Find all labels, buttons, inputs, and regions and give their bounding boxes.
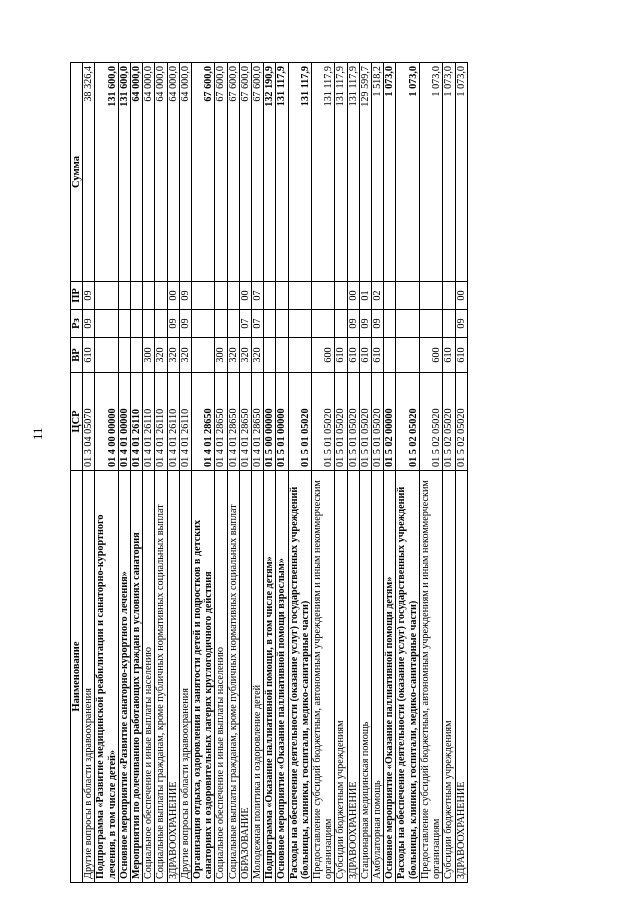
- cell-sum: 67 600,0: [239, 63, 251, 282]
- cell-rz: 09: [83, 310, 95, 338]
- cell-rz: [335, 310, 347, 338]
- cell-rz: [95, 310, 118, 338]
- cell-csr: 01 5 01 05020: [312, 373, 335, 471]
- cell-csr: 01 4 01 26110: [167, 373, 179, 471]
- cell-pr: [95, 282, 118, 310]
- cell-csr: 01 5 01 00000: [276, 373, 288, 471]
- cell-rz: [118, 310, 130, 338]
- cell-name: Субсидии бюджетным учреждениям: [335, 471, 347, 883]
- cell-name: Социальные выплаты гражданам, кроме публичных нормативных социальных выплат: [155, 471, 167, 883]
- cell-name: Амбулаторная помощь: [372, 471, 384, 883]
- table-row: [455, 63, 467, 883]
- cell-rz: [312, 310, 335, 338]
- cell-csr: 01 4 01 28650: [227, 373, 239, 471]
- cell-csr: 01 5 01 05020: [359, 373, 371, 471]
- cell-rz: 09: [179, 310, 191, 338]
- table-row: [396, 63, 419, 883]
- cell-rz: 07: [239, 310, 251, 338]
- cell-rz: 09: [359, 310, 371, 338]
- budget-table: [70, 62, 468, 883]
- table-body: [83, 63, 468, 883]
- cell-vr: 610: [347, 338, 359, 373]
- table-row: [419, 63, 442, 883]
- cell-sum: 64 000,0: [179, 63, 191, 282]
- cell-pr: [276, 282, 288, 310]
- cell-sum: 131 600,0: [95, 63, 118, 282]
- table-row: [143, 63, 155, 883]
- cell-csr: 01 3 04 05070: [83, 373, 95, 471]
- cell-csr: 01 4 01 28650: [192, 373, 215, 471]
- cell-csr: 01 5 01 05020: [347, 373, 359, 471]
- rotated-table-container: [70, 63, 468, 883]
- cell-name: ОБРАЗОВАНИЕ: [239, 471, 251, 883]
- cell-name: Основное мероприятие «Оказание паллиативной помощи детям»: [384, 471, 396, 883]
- header-csr: ЦСР: [71, 373, 83, 471]
- cell-csr: 01 4 01 28650: [239, 373, 251, 471]
- cell-pr: [288, 282, 311, 310]
- cell-pr: 00: [347, 282, 359, 310]
- cell-csr: 01 5 02 00000: [384, 373, 396, 471]
- cell-csr: 01 4 01 26110: [179, 373, 191, 471]
- cell-pr: [264, 282, 276, 310]
- cell-vr: [192, 338, 215, 373]
- cell-sum: 67 600,0: [252, 63, 264, 282]
- cell-name: Предоставление субсидий бюджетным, автономным учреждениям и иным некоммерческим организациям: [419, 471, 442, 883]
- table-row: [215, 63, 227, 883]
- table-row: [372, 63, 384, 883]
- cell-csr: 01 4 01 26110: [143, 373, 155, 471]
- cell-vr: [264, 338, 276, 373]
- cell-vr: 610: [83, 338, 95, 373]
- cell-vr: 320: [179, 338, 191, 373]
- cell-pr: [384, 282, 396, 310]
- cell-vr: 600: [419, 338, 442, 373]
- cell-vr: 320: [227, 338, 239, 373]
- cell-pr: [192, 282, 215, 310]
- cell-csr: 01 4 01 26110: [155, 373, 167, 471]
- cell-pr: 00: [167, 282, 179, 310]
- cell-vr: [396, 338, 419, 373]
- cell-sum: 132 190,9: [264, 63, 276, 282]
- table-header-row: [71, 63, 83, 883]
- cell-csr: 01 5 02 05020: [455, 373, 467, 471]
- cell-rz: [227, 310, 239, 338]
- cell-pr: 09: [179, 282, 191, 310]
- cell-pr: 01: [359, 282, 371, 310]
- cell-name: Другие вопросы в области здравоохранения: [179, 471, 191, 883]
- cell-rz: 09: [372, 310, 384, 338]
- cell-rz: [443, 310, 455, 338]
- table-row: [95, 63, 118, 883]
- cell-csr: 01 4 00 00000: [95, 373, 118, 471]
- cell-name: Предоставление субсидий бюджетным, автономным учреждениям и иным некоммерческим организациям: [312, 471, 335, 883]
- cell-vr: 600: [312, 338, 335, 373]
- cell-name: Субсидии бюджетным учреждениям: [443, 471, 455, 883]
- cell-name: Расходы на обеспечение деятельности (оказание услуг) государственных учреждений (больницы, клиники, госпитали, медико-санитарные части): [396, 471, 419, 883]
- header-rz: Рз: [71, 310, 83, 338]
- cell-sum: 131 117,9: [288, 63, 311, 282]
- cell-pr: [335, 282, 347, 310]
- cell-name: Социальное обеспечение и иные выплаты населению: [215, 471, 227, 883]
- cell-pr: [443, 282, 455, 310]
- cell-pr: [215, 282, 227, 310]
- cell-vr: [131, 338, 143, 373]
- table-row: [192, 63, 215, 883]
- cell-pr: [143, 282, 155, 310]
- table-row: [276, 63, 288, 883]
- header-name: Наименование: [71, 471, 83, 883]
- cell-csr: 01 5 02 05020: [396, 373, 419, 471]
- cell-csr: 01 4 01 28650: [252, 373, 264, 471]
- cell-name: ЗДРАВООХРАНЕНИЕ: [455, 471, 467, 883]
- cell-rz: 09: [167, 310, 179, 338]
- cell-sum: 131 117,9: [347, 63, 359, 282]
- cell-sum: 131 117,9: [312, 63, 335, 282]
- table-row: [167, 63, 179, 883]
- cell-sum: 38 326,4: [83, 63, 95, 282]
- cell-pr: 09: [83, 282, 95, 310]
- table-row: [264, 63, 276, 883]
- cell-sum: 64 000,0: [167, 63, 179, 282]
- cell-name: Мероприятия по долечиванию работающих граждан в условиях санатория: [131, 471, 143, 883]
- cell-vr: [384, 338, 396, 373]
- table-row: [384, 63, 396, 883]
- cell-pr: [131, 282, 143, 310]
- cell-vr: 610: [455, 338, 467, 373]
- table-row: [252, 63, 264, 883]
- cell-csr: 01 5 00 00000: [264, 373, 276, 471]
- table-row: [347, 63, 359, 883]
- cell-rz: 09: [347, 310, 359, 338]
- cell-name: Основное мероприятие «Развитие санаторно-курортного лечения»: [118, 471, 130, 883]
- cell-rz: [143, 310, 155, 338]
- table-row: [118, 63, 130, 883]
- cell-pr: 00: [239, 282, 251, 310]
- cell-rz: [384, 310, 396, 338]
- cell-name: ЗДРАВООХРАНЕНИЕ: [167, 471, 179, 883]
- cell-vr: 610: [359, 338, 371, 373]
- cell-sum: 131 600,0: [118, 63, 130, 282]
- table-row: [359, 63, 371, 883]
- cell-pr: [312, 282, 335, 310]
- cell-name: Организация отдыха, оздоровления и занятости детей и подростков в детских санаториях и оздоровительных лагерях круглогодичного действия: [192, 471, 215, 883]
- cell-vr: 300: [143, 338, 155, 373]
- cell-sum: 131 117,9: [276, 63, 288, 282]
- header-vr: ВР: [71, 338, 83, 373]
- cell-sum: 1 073,0: [396, 63, 419, 282]
- cell-vr: [288, 338, 311, 373]
- cell-vr: 320: [239, 338, 251, 373]
- table-row: [179, 63, 191, 883]
- cell-vr: [276, 338, 288, 373]
- cell-pr: [396, 282, 419, 310]
- cell-csr: 01 5 01 05020: [372, 373, 384, 471]
- cell-pr: [118, 282, 130, 310]
- cell-csr: 01 4 01 26110: [131, 373, 143, 471]
- cell-name: Молодежная политика и оздоровление детей: [252, 471, 264, 883]
- cell-rz: [288, 310, 311, 338]
- cell-pr: [419, 282, 442, 310]
- cell-sum: 1 073,0: [419, 63, 442, 282]
- table-row: [335, 63, 347, 883]
- cell-csr: 01 5 02 05020: [443, 373, 455, 471]
- cell-rz: [215, 310, 227, 338]
- cell-rz: [276, 310, 288, 338]
- table-row: [239, 63, 251, 883]
- cell-sum: 67 600,0: [227, 63, 239, 282]
- cell-sum: 129 599,7: [359, 63, 371, 282]
- cell-sum: 64 000,0: [143, 63, 155, 282]
- cell-csr: 01 4 01 28650: [215, 373, 227, 471]
- table-row: [443, 63, 455, 883]
- cell-rz: [192, 310, 215, 338]
- cell-name: Расходы на обеспечение деятельности (оказание услуг) государственных учреждений (больницы, клиники, госпитали, медико-санитарные части): [288, 471, 311, 883]
- cell-pr: 07: [252, 282, 264, 310]
- cell-name: Стационарная медицинская помощь: [359, 471, 371, 883]
- cell-sum: 64 000,0: [155, 63, 167, 282]
- cell-name: Другие вопросы в области здравоохранения: [83, 471, 95, 883]
- cell-rz: 07: [252, 310, 264, 338]
- cell-sum: 64 000,0: [131, 63, 143, 282]
- cell-rz: [131, 310, 143, 338]
- cell-rz: [396, 310, 419, 338]
- cell-vr: 610: [372, 338, 384, 373]
- cell-vr: [118, 338, 130, 373]
- cell-csr: 01 5 01 05020: [335, 373, 347, 471]
- header-sum: Сумма: [71, 63, 83, 282]
- cell-sum: 1 073,0: [455, 63, 467, 282]
- header-pr: ПР: [71, 282, 83, 310]
- table-row: [131, 63, 143, 883]
- cell-vr: 300: [215, 338, 227, 373]
- cell-csr: 01 5 01 05020: [288, 373, 311, 471]
- cell-vr: 610: [335, 338, 347, 373]
- cell-name: Подпрограмма «Оказание паллиативной помощи, в том числе детям»: [264, 471, 276, 883]
- cell-name: Подпрограмма «Развитие медицинской реабилитации и санаторно-курортного лечения, в том числе детей»: [95, 471, 118, 883]
- cell-pr: [227, 282, 239, 310]
- cell-name: Основное мероприятие «Оказание паллиативной помощи взрослым»: [276, 471, 288, 883]
- cell-rz: [264, 310, 276, 338]
- cell-name: Социальные выплаты гражданам, кроме публичных нормативных социальных выплат: [227, 471, 239, 883]
- cell-vr: 320: [167, 338, 179, 373]
- page-number: 11: [30, 427, 45, 440]
- cell-pr: 00: [455, 282, 467, 310]
- cell-pr: 02: [372, 282, 384, 310]
- table-row: [227, 63, 239, 883]
- cell-vr: [95, 338, 118, 373]
- cell-sum: 67 600,0: [215, 63, 227, 282]
- cell-sum: 1 073,0: [443, 63, 455, 282]
- cell-rz: [155, 310, 167, 338]
- table-row: [83, 63, 95, 883]
- table-row: [155, 63, 167, 883]
- table-row: [312, 63, 335, 883]
- cell-sum: 67 600,0: [192, 63, 215, 282]
- cell-name: ЗДРАВООХРАНЕНИЕ: [347, 471, 359, 883]
- cell-rz: 09: [455, 310, 467, 338]
- cell-pr: [155, 282, 167, 310]
- cell-sum: 131 117,9: [335, 63, 347, 282]
- cell-sum: 1 073,0: [384, 63, 396, 282]
- table-row: [288, 63, 311, 883]
- cell-vr: 610: [443, 338, 455, 373]
- cell-name: Социальное обеспечение и иные выплаты населению: [143, 471, 155, 883]
- cell-vr: 320: [252, 338, 264, 373]
- cell-csr: 01 5 02 05020: [419, 373, 442, 471]
- cell-sum: 1 518,2: [372, 63, 384, 282]
- cell-vr: 320: [155, 338, 167, 373]
- cell-rz: [419, 310, 442, 338]
- cell-csr: 01 4 01 00000: [118, 373, 130, 471]
